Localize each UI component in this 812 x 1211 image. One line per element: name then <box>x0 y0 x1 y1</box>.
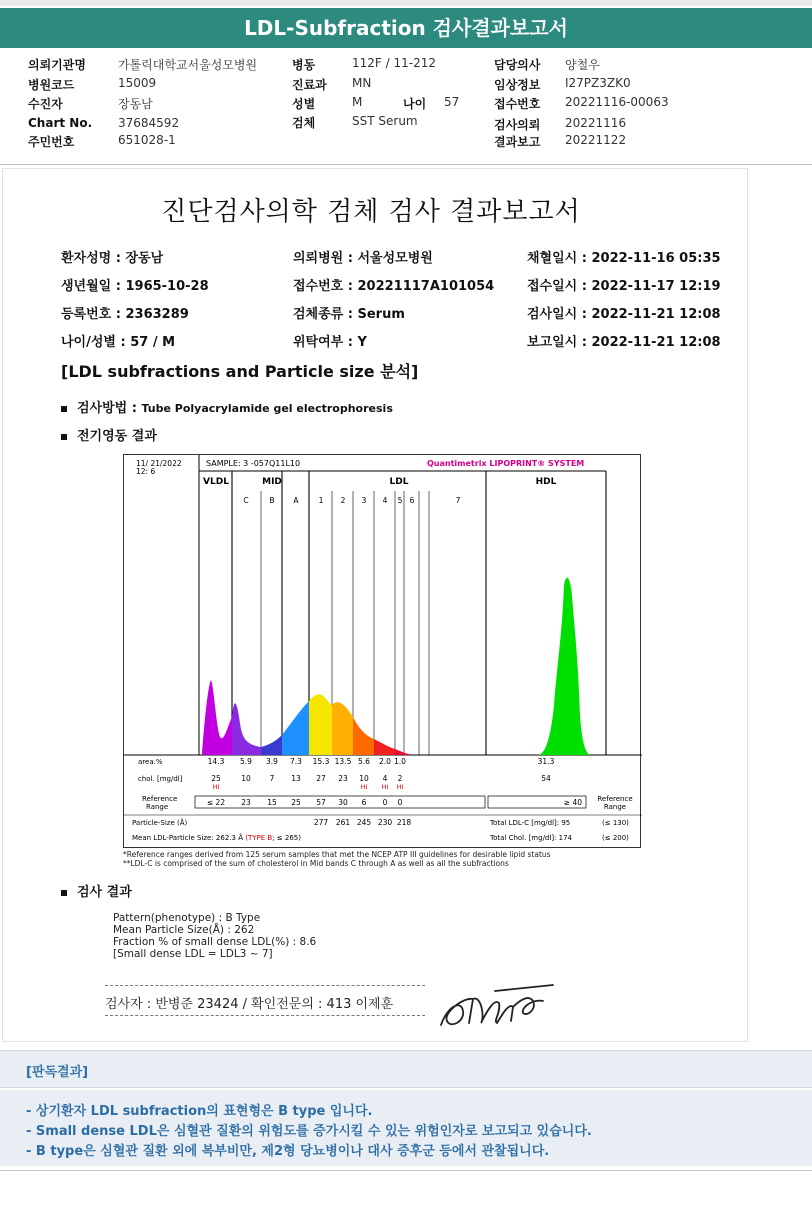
info-label: 주민번호 <box>28 135 75 149</box>
judgement-line: - Small dense LDL은 심혈관 질환의 위험도를 증가시킬 수 있는 위험인자로 보고되고 있습니다. <box>26 1124 592 1139</box>
chart-time: 12: 6 <box>136 467 156 476</box>
total-chol: Total Chol. [mg/dl]: 174 <box>490 834 572 842</box>
particle-value: 277 <box>313 818 329 827</box>
hdl-peak <box>539 578 590 755</box>
info-label: 병동 <box>292 58 316 72</box>
area-value: 5.6 <box>358 757 370 766</box>
group-label: LDL <box>389 477 409 487</box>
document-title: 진단검사의학 검체 검사 결과보고서 <box>161 197 581 227</box>
chart-date: 11/ 21/2022 <box>136 459 182 468</box>
request-info <box>0 52 812 160</box>
divider <box>0 1170 812 1171</box>
info-label: 접수번호 <box>494 97 541 111</box>
area-value: 13.5 <box>334 757 352 766</box>
band-label: 7 <box>455 496 461 505</box>
result-mean-size: Mean Particle Size(Å) : 262 <box>113 924 255 936</box>
band-label: 4 <box>382 496 388 505</box>
info-value: 가톨릭대학교서울성모병원 <box>118 58 258 72</box>
info-value: SST Serum <box>352 114 418 128</box>
patient-field: 검사일시 : 2022-11-21 12:08 <box>527 307 721 322</box>
area-value: 5.9 <box>240 757 252 766</box>
chol-value: 2 <box>397 774 403 783</box>
chart-system: Quantimetrix LIPOPRINT® SYSTEM <box>427 459 585 468</box>
band-label: 5 <box>397 496 403 505</box>
chol-flag: HI <box>381 783 389 791</box>
method-value: Tube Polyacrylamide gel electrophoresis <box>141 402 393 415</box>
info-value: 20221122 <box>565 133 627 147</box>
info-value: 15009 <box>118 76 157 90</box>
lipoprint-svg <box>124 455 642 849</box>
chol-value: 4 <box>382 774 388 783</box>
patient-field: 채혈일시 : 2022-11-16 05:35 <box>527 251 721 266</box>
total-ldl: Total LDL-C [mg/dl]: 95 <box>490 819 571 827</box>
band-label: 1 <box>318 496 324 505</box>
signature-image <box>433 977 573 1037</box>
ref-value: 25 <box>291 798 301 807</box>
ref-value: 0 <box>382 798 388 807</box>
group-label: MID <box>262 477 282 487</box>
band-label: A <box>293 496 299 505</box>
info-value: 20221116 <box>565 116 627 130</box>
chol-value: 7 <box>269 774 275 783</box>
judgement-line: - B type은 심혈관 질환 외에 복부비만, 제2형 당뇨병이나 대사 증후군 등에서 관찰됩니다. <box>26 1144 550 1159</box>
ref-label: Range <box>146 803 169 811</box>
info-label: 수진자 <box>28 97 63 111</box>
info-label: 성별 <box>292 97 316 111</box>
method-label: 검사방법 : <box>77 401 142 416</box>
info-label: 담당의사 <box>494 58 541 72</box>
ref-label-right: Reference <box>597 795 633 803</box>
band-label: C <box>243 496 249 505</box>
patient-field: 보고일시 : 2022-11-21 12:08 <box>527 335 721 350</box>
info-value: 112F / 11-212 <box>352 56 436 70</box>
section-title: [LDL subfractions and Particle size 분석] <box>61 362 419 381</box>
electro-label: 전기영동 결과 <box>77 429 157 444</box>
signer-line: 검사자 : 반병준 23424 / 확인전문의 : 413 이제훈 <box>105 997 394 1012</box>
patient-field: 위탁여부 : Y <box>293 335 367 350</box>
info-label: 병원코드 <box>28 78 75 92</box>
lipoprint-chart <box>123 454 641 848</box>
ref-value: 0 <box>397 798 403 807</box>
footnote-2: **LDL-C is comprised of the sum of cholesterol in Mid bands C through A as well as all the subfractions <box>123 858 509 868</box>
chart-sample: SAMPLE: 3 -057Q11L10 <box>206 459 301 468</box>
judgement-line: - 상기환자 LDL subfraction의 표현형은 B type 입니다. <box>26 1104 373 1119</box>
area-value: 31.3 <box>537 757 555 766</box>
patient-field: 나이/성별 : 57 / M <box>61 335 176 350</box>
bullet-icon <box>61 434 67 440</box>
ldl5-band <box>395 749 409 755</box>
area-value: 3.9 <box>266 757 278 766</box>
info-value: 57 <box>444 95 460 109</box>
ref-label: Reference <box>142 795 178 803</box>
result-line <box>61 881 132 900</box>
info-value: 651028-1 <box>118 133 176 147</box>
divider <box>105 1015 425 1016</box>
ref-label-right: Range <box>603 803 627 811</box>
info-value: 20221116-00063 <box>565 95 669 109</box>
total-chol-ref: (≤ 200) <box>602 834 629 842</box>
info-label: Chart No. <box>28 116 93 130</box>
ldl3-band <box>353 717 374 755</box>
bullet-icon <box>61 406 67 412</box>
band-label: 3 <box>361 496 367 505</box>
divider <box>105 985 425 986</box>
ldl4-band <box>374 739 395 755</box>
mid-a-band <box>282 701 309 755</box>
info-label: 검사의뢰 <box>494 118 541 132</box>
judgement-title: [판독결과] <box>26 1065 89 1080</box>
chol-value: 13 <box>291 774 301 783</box>
chol-flag: HI <box>396 783 404 791</box>
patient-field: 생년월일 : 1965-10-28 <box>61 279 209 294</box>
particle-value: 218 <box>396 818 412 827</box>
info-value: 양철우 <box>565 58 600 72</box>
patient-field: 의뢰병원 : 서울성모병원 <box>293 251 433 266</box>
patient-field: 등록번호 : 2363289 <box>61 307 189 322</box>
chol-value: 25 <box>211 774 221 783</box>
info-label: 진료과 <box>292 78 327 92</box>
info-label: 결과보고 <box>494 135 541 149</box>
ldl2-band <box>332 702 353 755</box>
band-label: B <box>269 496 275 505</box>
area-value: 15.3 <box>312 757 330 766</box>
result-details <box>113 912 316 960</box>
report-title-bar <box>0 8 812 48</box>
mid-b-band <box>261 735 282 755</box>
chol-value: 27 <box>316 774 326 783</box>
top-strip <box>0 0 812 6</box>
info-value: MN <box>352 76 372 90</box>
judgement-header <box>0 1050 812 1088</box>
mean-ref: ; ≤ 265) <box>272 834 301 842</box>
band-label: 2 <box>340 496 346 505</box>
patient-field: 검체종류 : Serum <box>293 307 405 322</box>
result-definition: [Small dense LDL = LDL3 ~ 7] <box>113 948 273 960</box>
vldl-peak <box>202 680 232 755</box>
group-label: VLDL <box>203 477 229 487</box>
ref-value: 57 <box>316 798 326 807</box>
ref-value: 15 <box>267 798 277 807</box>
info-value: I27PZ3ZK0 <box>565 76 631 90</box>
patient-field: 접수일시 : 2022-11-17 12:19 <box>527 279 721 294</box>
area-value: 2.0 <box>379 757 391 766</box>
group-label: HDL <box>535 477 557 487</box>
patient-field: 접수번호 : 20221117A101054 <box>293 279 495 294</box>
info-label: 나이 <box>403 97 427 111</box>
info-value: 장동남 <box>118 97 153 111</box>
mid-c-band <box>232 703 261 755</box>
report-document <box>2 168 748 1042</box>
chol-value: 10 <box>359 774 369 783</box>
particle-value: 230 <box>377 818 393 827</box>
area-value: 14.3 <box>207 757 225 766</box>
electro-line <box>61 425 157 444</box>
band-label: 6 <box>409 496 415 505</box>
chol-flag: HI <box>212 783 220 791</box>
particle-label: Particle-Size (Å) <box>132 819 188 827</box>
divider <box>0 164 812 165</box>
ref-value: 30 <box>338 798 348 807</box>
chol-value: 23 <box>338 774 348 783</box>
particle-value: 261 <box>335 818 351 827</box>
chart-footnotes <box>123 851 551 868</box>
chol-label: chol. [mg/dl] <box>138 775 183 783</box>
report-title: LDL-Subfraction 검사결과보고서 <box>244 16 568 40</box>
ref-value: 23 <box>241 798 251 807</box>
particle-value: 245 <box>356 818 372 827</box>
info-label: 검체 <box>292 116 316 130</box>
total-ldl-ref: (≤ 130) <box>602 819 629 827</box>
judgement-body <box>0 1090 812 1166</box>
bullet-icon <box>61 890 67 896</box>
ref-value: 6 <box>361 798 367 807</box>
ref-value: ≤ 22 <box>206 798 226 807</box>
chol-value: 10 <box>241 774 251 783</box>
result-small-dense: Fraction % of small dense LDL(%) : 8.6 <box>113 936 317 948</box>
info-label: 임상정보 <box>494 78 541 92</box>
info-value: M <box>352 95 363 109</box>
info-value: 37684592 <box>118 116 180 130</box>
info-label: 의뢰기관명 <box>28 58 86 72</box>
result-label: 검사 결과 <box>77 885 132 900</box>
area-value: 7.3 <box>290 757 302 766</box>
method-line <box>61 397 393 416</box>
ref-hdl: ≥ 40 <box>563 798 582 807</box>
area-label: area.% <box>138 758 163 766</box>
ldl1-band <box>309 694 332 755</box>
area-value: 1.0 <box>394 757 406 766</box>
footnote-1: *Reference ranges derived from 125 serum samples that met the NCEP ATP III guidelines for desirable lipid status <box>123 850 551 859</box>
mean-type: (TYPE B <box>245 834 273 842</box>
result-pattern: Pattern(phenotype) : B Type <box>113 912 261 924</box>
patient-field: 환자성명 : 장동남 <box>61 251 164 266</box>
mean-particle-size: Mean LDL-Particle Size: 262.3 Å (TYPE B; ≤ 265) <box>132 834 301 842</box>
chol-value: 54 <box>541 774 551 783</box>
chol-flag: HI <box>360 783 368 791</box>
